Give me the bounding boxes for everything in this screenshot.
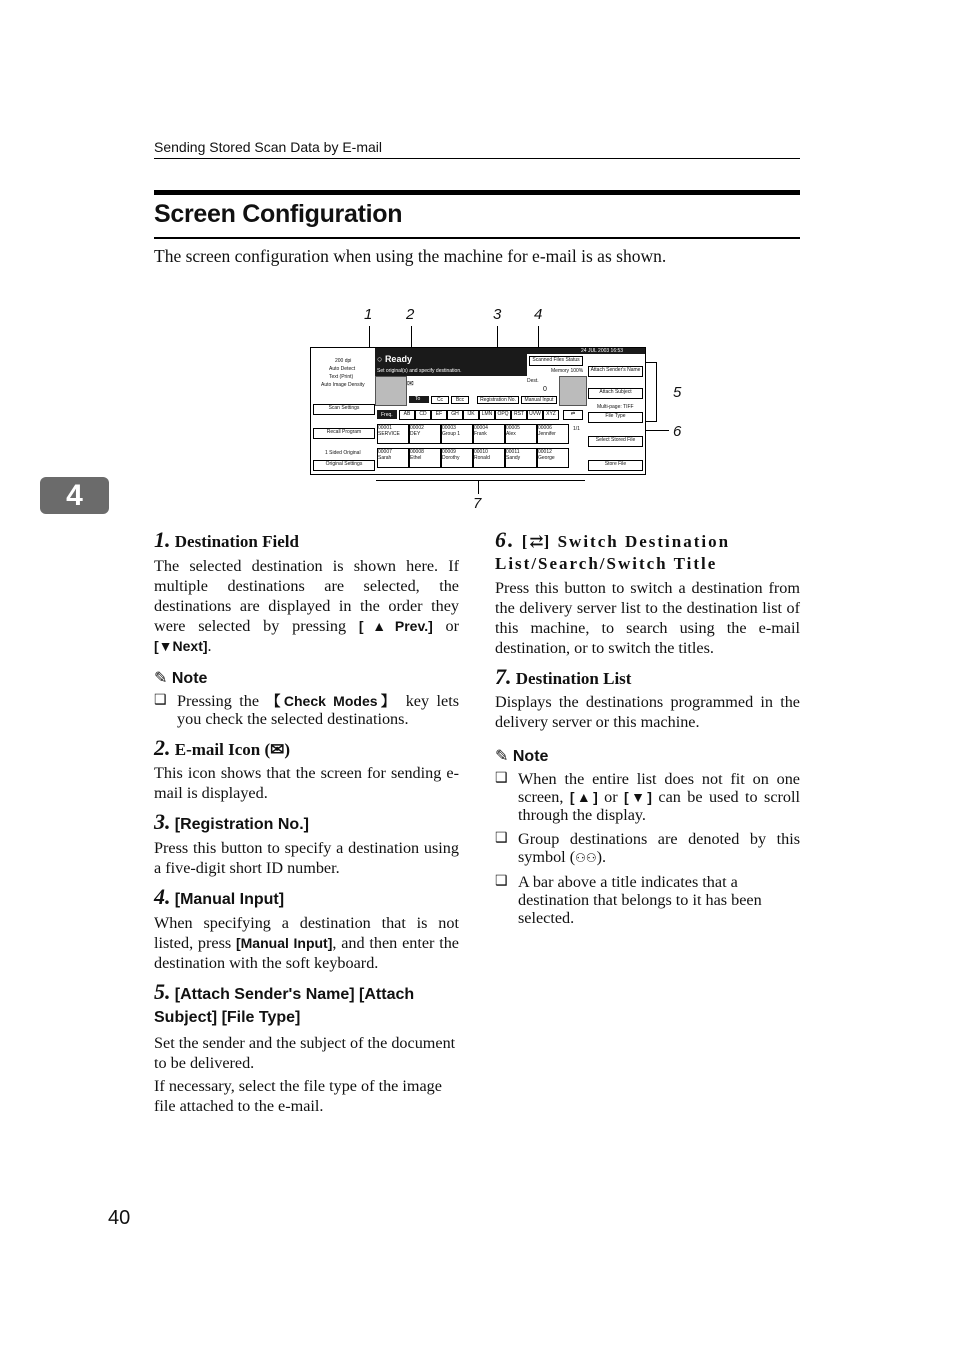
section-rule-bottom xyxy=(154,237,800,239)
right-column xyxy=(495,529,800,927)
switch-icon: ⇄ xyxy=(529,532,544,551)
callout-4: 4 xyxy=(534,306,543,323)
destination-key[interactable]: 00001 SERVICE xyxy=(377,424,409,444)
destination-key[interactable]: 00004 Frank xyxy=(473,424,505,444)
destination-key[interactable]: 00005 Alex xyxy=(505,424,537,444)
operation-panel-screen: 200 dpi Auto Detect Text (Print) Auto Image Density Scan Settings Recall Program 1 Sided Original Original Settings 24 JUL 2003 16:53 ○ Ready Set original(s) and specify destination. Scanned Files Status Memory 100% ✉ Dest. 0 To Cc Bcc Registration No. Manual Input Freq. AB CD EF GH IJK LMN OPQ RST UVW XYZ ⇄ 1/1 00001 SERVICE 00002 DEY 00003 Group 1 00004 Frank 00005 Alex 00006 Jennifer 00007 Sarah 00008 Ethel 00009 Dorothy 00010 Ronald 00011 Sandy 00012 George Attach Sender's Name Attach Subject Multi-page: TIFF File Type Select Stored File Store File xyxy=(310,347,646,475)
item-2-heading: 2. E-mail Icon (✉) xyxy=(154,735,291,760)
original-settings-button[interactable]: Original Settings xyxy=(313,460,375,471)
item-6-heading: 6. [⇄] Switch Destination List/Search/Switch Title xyxy=(495,527,731,573)
switch-icon: ⇄ xyxy=(570,411,576,417)
pencil-icon: ✎ xyxy=(495,748,509,765)
item-6-body: Press this button to switch a destination from the delivery server list to the destination list of this machine, to search using the e-mail destination, or to switch the titles. xyxy=(495,579,800,657)
destination-key[interactable]: 00012 George xyxy=(537,448,569,468)
callout-3: 3 xyxy=(493,306,502,323)
page-number: 40 xyxy=(108,1207,131,1229)
note-2-item-2: ❑ Group destinations are denoted by this symbol (⚇⚇). xyxy=(495,830,800,867)
attach-senders-name-button[interactable]: Attach Sender's Name xyxy=(588,366,643,377)
scan-settings-button[interactable]: Scan Settings xyxy=(313,404,375,415)
callout-7: 7 xyxy=(473,495,482,512)
running-header: Sending Stored Scan Data by E-mail xyxy=(154,139,383,155)
note-2-item-1: ❑ When the entire list does not fit on one screen, [▲] or [▼] can be used to scroll through the display. xyxy=(495,770,800,824)
pencil-icon: ✎ xyxy=(154,670,168,687)
item-7-body: Displays the destinations programmed in the delivery server or this machine. xyxy=(495,693,800,731)
item-7-heading: 7. Destination List xyxy=(495,664,632,689)
destination-key[interactable]: 00002 DEY xyxy=(409,424,441,444)
item-5-body-2: If necessary, select the file type of the image file attached to the e-mail. xyxy=(154,1077,442,1115)
note-2-heading: ✎ Note xyxy=(495,748,549,765)
note-2-item-3: ❑ A bar above a title indicates that a destination that belongs to it has been selected. xyxy=(495,873,800,927)
callout-1: 1 xyxy=(364,306,373,323)
destination-key[interactable]: 00008 Ethel xyxy=(409,448,441,468)
item-5-heading: 5. [Attach Sender's Name] [Attach Subject] [File Type] xyxy=(154,979,415,1026)
manual-input-button[interactable]: Manual Input xyxy=(521,396,557,404)
select-stored-file-button[interactable]: Select Stored File xyxy=(588,436,643,447)
scanned-files-status-button[interactable]: Scanned Files Status xyxy=(529,356,583,366)
file-type-button[interactable]: File Type xyxy=(588,412,643,423)
chapter-tab: 4 xyxy=(40,477,109,514)
email-icon: ✉ xyxy=(407,379,414,388)
callout-5: 5 xyxy=(673,384,682,401)
callout-2: 2 xyxy=(406,306,415,323)
item-3-heading: 3. [Registration No.] xyxy=(154,809,309,834)
destination-key[interactable]: 00009 Dorothy xyxy=(441,448,473,468)
item-5-body-1: Set the sender and the subject of the document to be delivered. xyxy=(154,1034,456,1072)
destination-key[interactable]: 00010 Ronald xyxy=(473,448,505,468)
group-icon: ⚇⚇ xyxy=(575,851,597,865)
item-2-body: This icon shows that the screen for sending e-mail is displayed. xyxy=(154,764,459,802)
destination-key[interactable]: 00003 Group 1 xyxy=(441,424,473,444)
item-1-heading: 1. Destination Field xyxy=(154,527,299,552)
recall-program-button[interactable]: Recall Program xyxy=(313,428,375,439)
section-rule-top xyxy=(154,190,800,195)
attach-subject-button[interactable]: Attach Subject xyxy=(588,388,643,399)
store-file-button[interactable]: Store File xyxy=(588,460,643,471)
section-title: Screen Configuration xyxy=(154,200,403,228)
destination-key[interactable]: 00011 Sandy xyxy=(505,448,537,468)
note-1-heading: ✎ Note xyxy=(154,670,208,687)
email-icon: ✉ xyxy=(270,740,285,759)
intro-text: The screen configuration when using the machine for e-mail is as shown. xyxy=(154,246,667,266)
header-rule xyxy=(154,158,800,159)
item-1-body: The selected destination is shown here. If multiple destinations are selected, the destinations are displayed in the order they were selected by pressing [▲Prev.] or [▼Next]. xyxy=(154,557,460,655)
item-4-body: When specifying a destination that is not listed, press [Manual Input], and then enter the destination with the soft keyboard. xyxy=(154,914,459,972)
item-3-body: Press this button to specify a destination using a five-digit short ID number. xyxy=(154,839,459,877)
registration-no-button[interactable]: Registration No. xyxy=(477,396,519,404)
destination-key[interactable]: 00007 Sarah xyxy=(377,448,409,468)
note-1-item: ❑ Pressing the 【Check Modes】 key lets you check the selected destinations. xyxy=(154,692,459,728)
destination-key[interactable]: 00006 Jennifer xyxy=(537,424,569,444)
left-column xyxy=(154,529,459,1116)
item-4-heading: 4. [Manual Input] xyxy=(154,884,285,909)
callout-6: 6 xyxy=(673,423,682,440)
switch-destination-button[interactable] xyxy=(563,410,583,420)
